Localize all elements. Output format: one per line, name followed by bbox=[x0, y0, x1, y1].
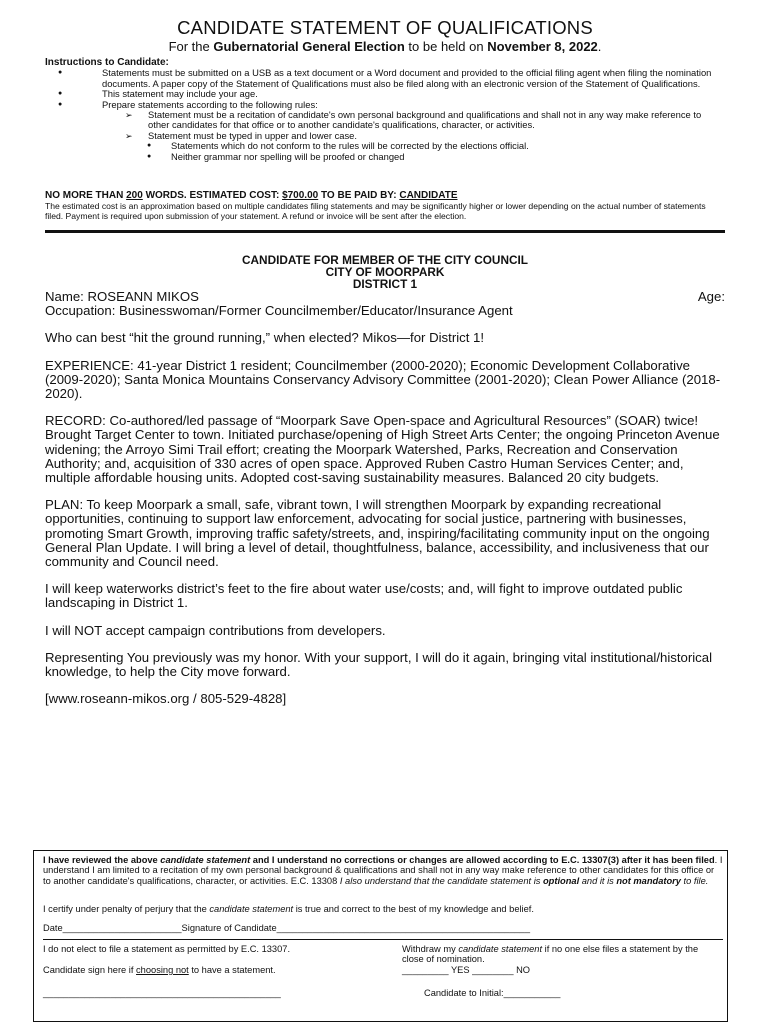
candidate-age: Age: bbox=[697, 289, 725, 304]
certification-box bbox=[33, 850, 728, 1022]
instruction-item: ● Statements must be submitted on a USB as a text document or a Word document and provided to the official filing agent when filing the nomination documents. A paper copy of the Statement of Qualifications must also be filed along with an electronic version of the Statement of Qualifications. bbox=[45, 68, 725, 89]
office-heading bbox=[0, 254, 770, 291]
date-signature-line[interactable]: Date_______________________Signature of Candidate_________________________________________________ bbox=[43, 923, 531, 933]
section-divider bbox=[45, 230, 725, 233]
withdraw-text: Withdraw my candidate statement if no one else files a statement by the close of nomination. bbox=[402, 944, 699, 965]
office-line: CITY OF MOORPARK bbox=[325, 265, 445, 280]
instruction-item: ● This statement may include your age. bbox=[45, 89, 725, 99]
divider-line bbox=[43, 939, 723, 940]
document-title: CANDIDATE STATEMENT OF QUALIFICATIONS bbox=[177, 17, 593, 38]
statement-paragraph: PLAN: To keep Moorpark a small, safe, vibrant town, I will strengthen Moorpark by expanding recreational opportunities, continuing to support law enforcement, advocating for social justice, partnering with businesses, promoting Smart Growth, improving traffic safety/streets, and, inspiring/facilitating community input on the ongoing General Plan Update. I will bring a level of detail, thoughtfulness, balance, accessibility, and inclusiveness that our community and Council need. bbox=[45, 497, 710, 570]
initial-field[interactable]: Candidate to Initial:___________ bbox=[424, 988, 561, 998]
candidate-occupation: Occupation: Businesswoman/Former Councilmember/Educator/Insurance Agent bbox=[45, 303, 513, 319]
sign-line[interactable]: ______________________________________________ bbox=[43, 988, 281, 998]
candidate-name: Name: ROSEANN MIKOS bbox=[45, 289, 199, 304]
rule-item: ➢ Statement must be a recitation of candidate's own personal background and qualifications and shall not in any way make reference to other candidates for that office or to another candidate's qualifications, character, or activities. bbox=[45, 110, 725, 131]
subrule-item: ● Statements which do not conform to the rules will be corrected by the elections official. bbox=[45, 141, 725, 151]
statement-paragraph: Who can best “hit the ground running,” when elected? Mikos—for District 1! bbox=[45, 330, 485, 346]
instructions-heading: Instructions to Candidate: bbox=[45, 57, 169, 68]
statement-paragraph: Representing You previously was my honor. With your support, I will do it again, bringing vital institutional/historical knowledge, to help the City move forward. bbox=[45, 649, 713, 680]
instruction-item: ● Prepare statements according to the following rules: bbox=[45, 100, 725, 110]
document-subtitle: For the Gubernatorial General Election to be held on November 8, 2022. bbox=[168, 39, 602, 54]
not-elect-text: I do not elect to file a statement as permitted by E.C. 13307. bbox=[43, 944, 291, 954]
statement-paragraph: RECORD: Co-authored/led passage of “Moorpark Save Open-space and Agricultural Resources” (SOAR) twice! Brought Target Center to town. Initiated purchase/opening of High Street Arts Center; the ongoing Princeton Avenue widening; the Arroyo Simi Trail effort; creating the Moorpark Watershed, Parks, Recreation and Conservation Authority; and, acquisition of 330 acres of open space. Approved Ruben Castro Human Services Center; and, multiple affordable housing units. Adopted cost-saving sustainability measures. Balanced 20 city budgets. bbox=[45, 413, 720, 486]
statement-body bbox=[45, 290, 725, 706]
statement-paragraph: EXPERIENCE: 41-year District 1 resident; Councilmember (2000-2020); Economic Development Collaborative (2009-2020); Santa Monica Mountains Conservancy Advisory Committee (2001-2020); Clean Power Alliance (2018-2020). bbox=[45, 357, 721, 402]
yes-no-fields[interactable]: _________ YES ________ NO bbox=[402, 965, 531, 975]
office-line: CANDIDATE FOR MEMBER OF THE CITY COUNCIL bbox=[242, 253, 528, 267]
statement-paragraph: I will keep waterworks district’s feet to the fire about water use/costs; and, will fight to improve outdated public landscaping in District 1. bbox=[45, 581, 683, 611]
word-limit-cost-line: NO MORE THAN 200 WORDS. ESTIMATED COST: $700.00 TO BE PAID BY: CANDIDATE bbox=[45, 190, 458, 201]
office-line: DISTRICT 1 bbox=[352, 277, 418, 292]
instructions-section bbox=[45, 58, 725, 162]
statement-paragraph: I will NOT accept campaign contributions from developers. bbox=[45, 622, 386, 638]
acknowledgement-text: I have reviewed the above candidate statement and I understand no corrections or changes are allowed according to E.C. 13307(3) after it has been filed. I understand I am limited to a recitation of my own personal background & qualifications and shall not in any way make reference to other candidates for this office or to another candidate's qualifications, character, or activities. E.C. 13308 I also understand that the candidate statement is optional and it is not mandatory to file. bbox=[43, 855, 723, 886]
sign-instruction: Candidate sign here if choosing not to have a statement. bbox=[43, 965, 276, 975]
perjury-statement: I certify under penalty of perjury that the candidate statement is true and correct to the best of my knowledge and belief. bbox=[43, 904, 534, 914]
cost-note: The estimated cost is an approximation based on multiple candidates filing statements and may be significantly higher or lower depending on the actual number of statements filed. Payment is required upon submission of your statement. A refund or invoice will be sent after the election. bbox=[45, 201, 706, 222]
rule-item: ➢ Statement must be typed in upper and lower case. bbox=[45, 131, 725, 141]
subrule-item: ● Neither grammar nor spelling will be proofed or changed bbox=[45, 152, 725, 162]
statement-website-phone: [www.roseann-mikos.org / 805-529-4828] bbox=[45, 691, 287, 707]
